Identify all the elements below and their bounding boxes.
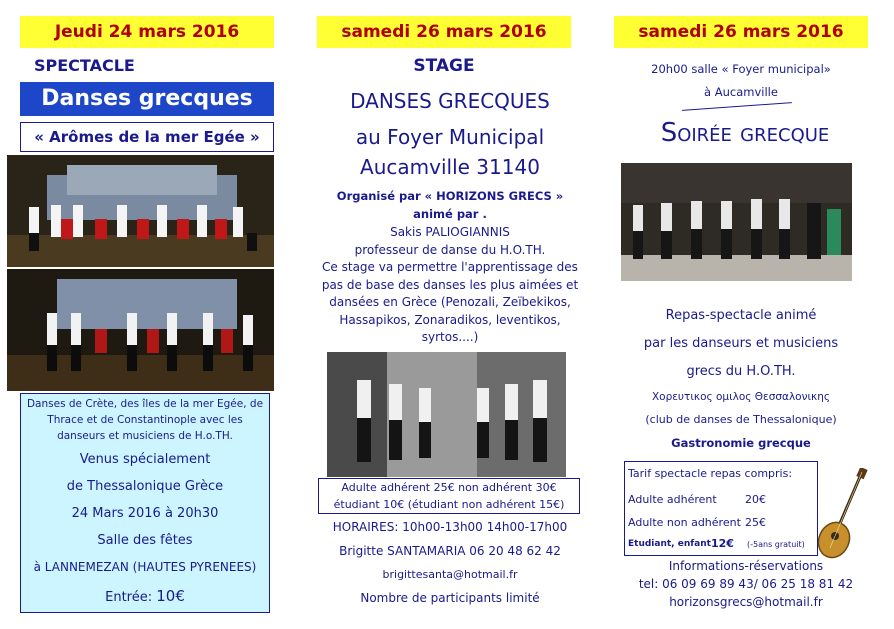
repas-line: grecs du H.O.TH. (686, 364, 796, 379)
reservations-phone: tel: 06 09 69 89 43/ 06 25 18 81 42 (638, 577, 854, 591)
participants-limit: Nombre de participants limité (360, 591, 540, 605)
category-spectacle: SPECTACLE (34, 56, 135, 75)
reservations-email: horizonsgrecs@hotmail.fr (669, 595, 823, 609)
contact-phone: Brigitte SANTAMARIA 06 20 48 62 42 (339, 544, 561, 558)
animated-by-line: animé par . (413, 207, 487, 221)
show-title: Danses grecques (20, 82, 274, 116)
greek-club-name: Χορευτικος ομιλος Θεσσαλονικης (651, 391, 831, 403)
stage-title: DANSES GRECQUES (350, 89, 550, 113)
venus-text: Venus spécialement (79, 452, 211, 467)
desc-line: Ce stage va permettre l'apprentissage des (322, 260, 578, 274)
contact-email: brigittesanta@hotmail.fr (382, 568, 518, 581)
entry-amount: 10€ (156, 587, 185, 605)
category-stage: STAGE (413, 56, 475, 76)
desc-line: pas de base des danses les plus aimées et (321, 277, 579, 292)
show-datetime: 24 Mars 2016 à 20h30 (71, 506, 219, 521)
tarif-student-price: 12€ (711, 537, 734, 550)
tarif-nonadherent-label: Adulte non adhérent (628, 516, 741, 529)
price-line-student: étudiant 10€ (étudiant non adhérent 15€) (333, 498, 565, 511)
gastronomy-text: Gastronomie grecque (671, 436, 811, 450)
tarif-student-note: (-5ans gratuit) (747, 540, 805, 549)
stage-price-box (318, 478, 580, 514)
entry-label: Entrée: (105, 590, 157, 605)
photo-class-dancers (327, 352, 566, 477)
organizer-line: Organisé par « HORIZONS GRECS » (336, 189, 564, 203)
price-line-adult: Adulte adhérent 25€ non adhérent 30€ (341, 481, 557, 494)
venue-line2: Aucamville 31140 (360, 155, 540, 179)
tarif-adherent-label: Adulte adhérent (628, 493, 717, 506)
desc-line: dansées en Grèce (Penozali, Zeïbekikos, (329, 295, 571, 309)
place-text: à LANNEMEZAN (HAUTES PYRENEES) (33, 560, 257, 574)
desc-line: Hassapikos, Zonaradikos, leventikos, (339, 312, 561, 327)
soiree-city: à Aucamville (704, 85, 778, 99)
reservations-title: Informations-réservations (668, 559, 824, 573)
photo-stage-dancers-1 (7, 155, 274, 267)
title-underline (682, 102, 792, 111)
repas-line: par les danseurs et musiciens (643, 336, 839, 351)
soiree-time-venue: 20h00 salle « Foyer municipal» (651, 62, 831, 76)
venue-line1: au Foyer Municipal (355, 125, 545, 149)
stage-description (300, 224, 600, 347)
date-banner-col1: Jeudi 24 mars 2016 (20, 16, 274, 48)
desc-line: Sakis PALIOGIANNIS (390, 225, 510, 239)
bouzouki-icon (818, 468, 870, 560)
info-box-col1 (20, 393, 270, 613)
soiree-title: Soirée grecque (660, 118, 830, 148)
photo-stage-dancers-2 (7, 269, 274, 391)
club-translation: (club de danses de Thessalonique) (645, 413, 837, 426)
hall-text: Salle des fêtes (97, 533, 193, 548)
photo-soiree-dancers (621, 163, 852, 281)
stage-hours: HORAIRES: 10h00-13h00 14h00-17h00 (332, 520, 568, 534)
info-line: Thrace et de Constantinople avec les (47, 414, 243, 426)
origin-text: de Thessalonique Grèce (66, 479, 224, 494)
info-line: danseurs et musiciens de H.o.TH. (57, 430, 233, 442)
repas-line: Repas-spectacle animé (665, 308, 817, 323)
repas-spectacle-text (614, 308, 868, 392)
show-subtitle: « Arômes de la mer Egée » (20, 122, 274, 152)
entry-price (21, 587, 269, 614)
date-banner-col3: samedi 26 mars 2016 (614, 16, 868, 48)
date-banner-col2: samedi 26 mars 2016 (317, 16, 571, 48)
tarif-student-label: Etudiant, enfant (628, 539, 711, 549)
tarif-title: Tarif spectacle repas compris: (628, 467, 793, 480)
tarif-adherent-price: 20€ (745, 493, 766, 506)
desc-line: syrtos....) (421, 330, 479, 344)
info-line: Danses de Crète, des îles de la mer Egée, de (26, 398, 264, 410)
tarif-nonadherent-price: 25€ (745, 516, 766, 529)
desc-line: professeur de danse du H.O.TH. (354, 242, 546, 257)
soiree-tarif-box (624, 461, 818, 556)
